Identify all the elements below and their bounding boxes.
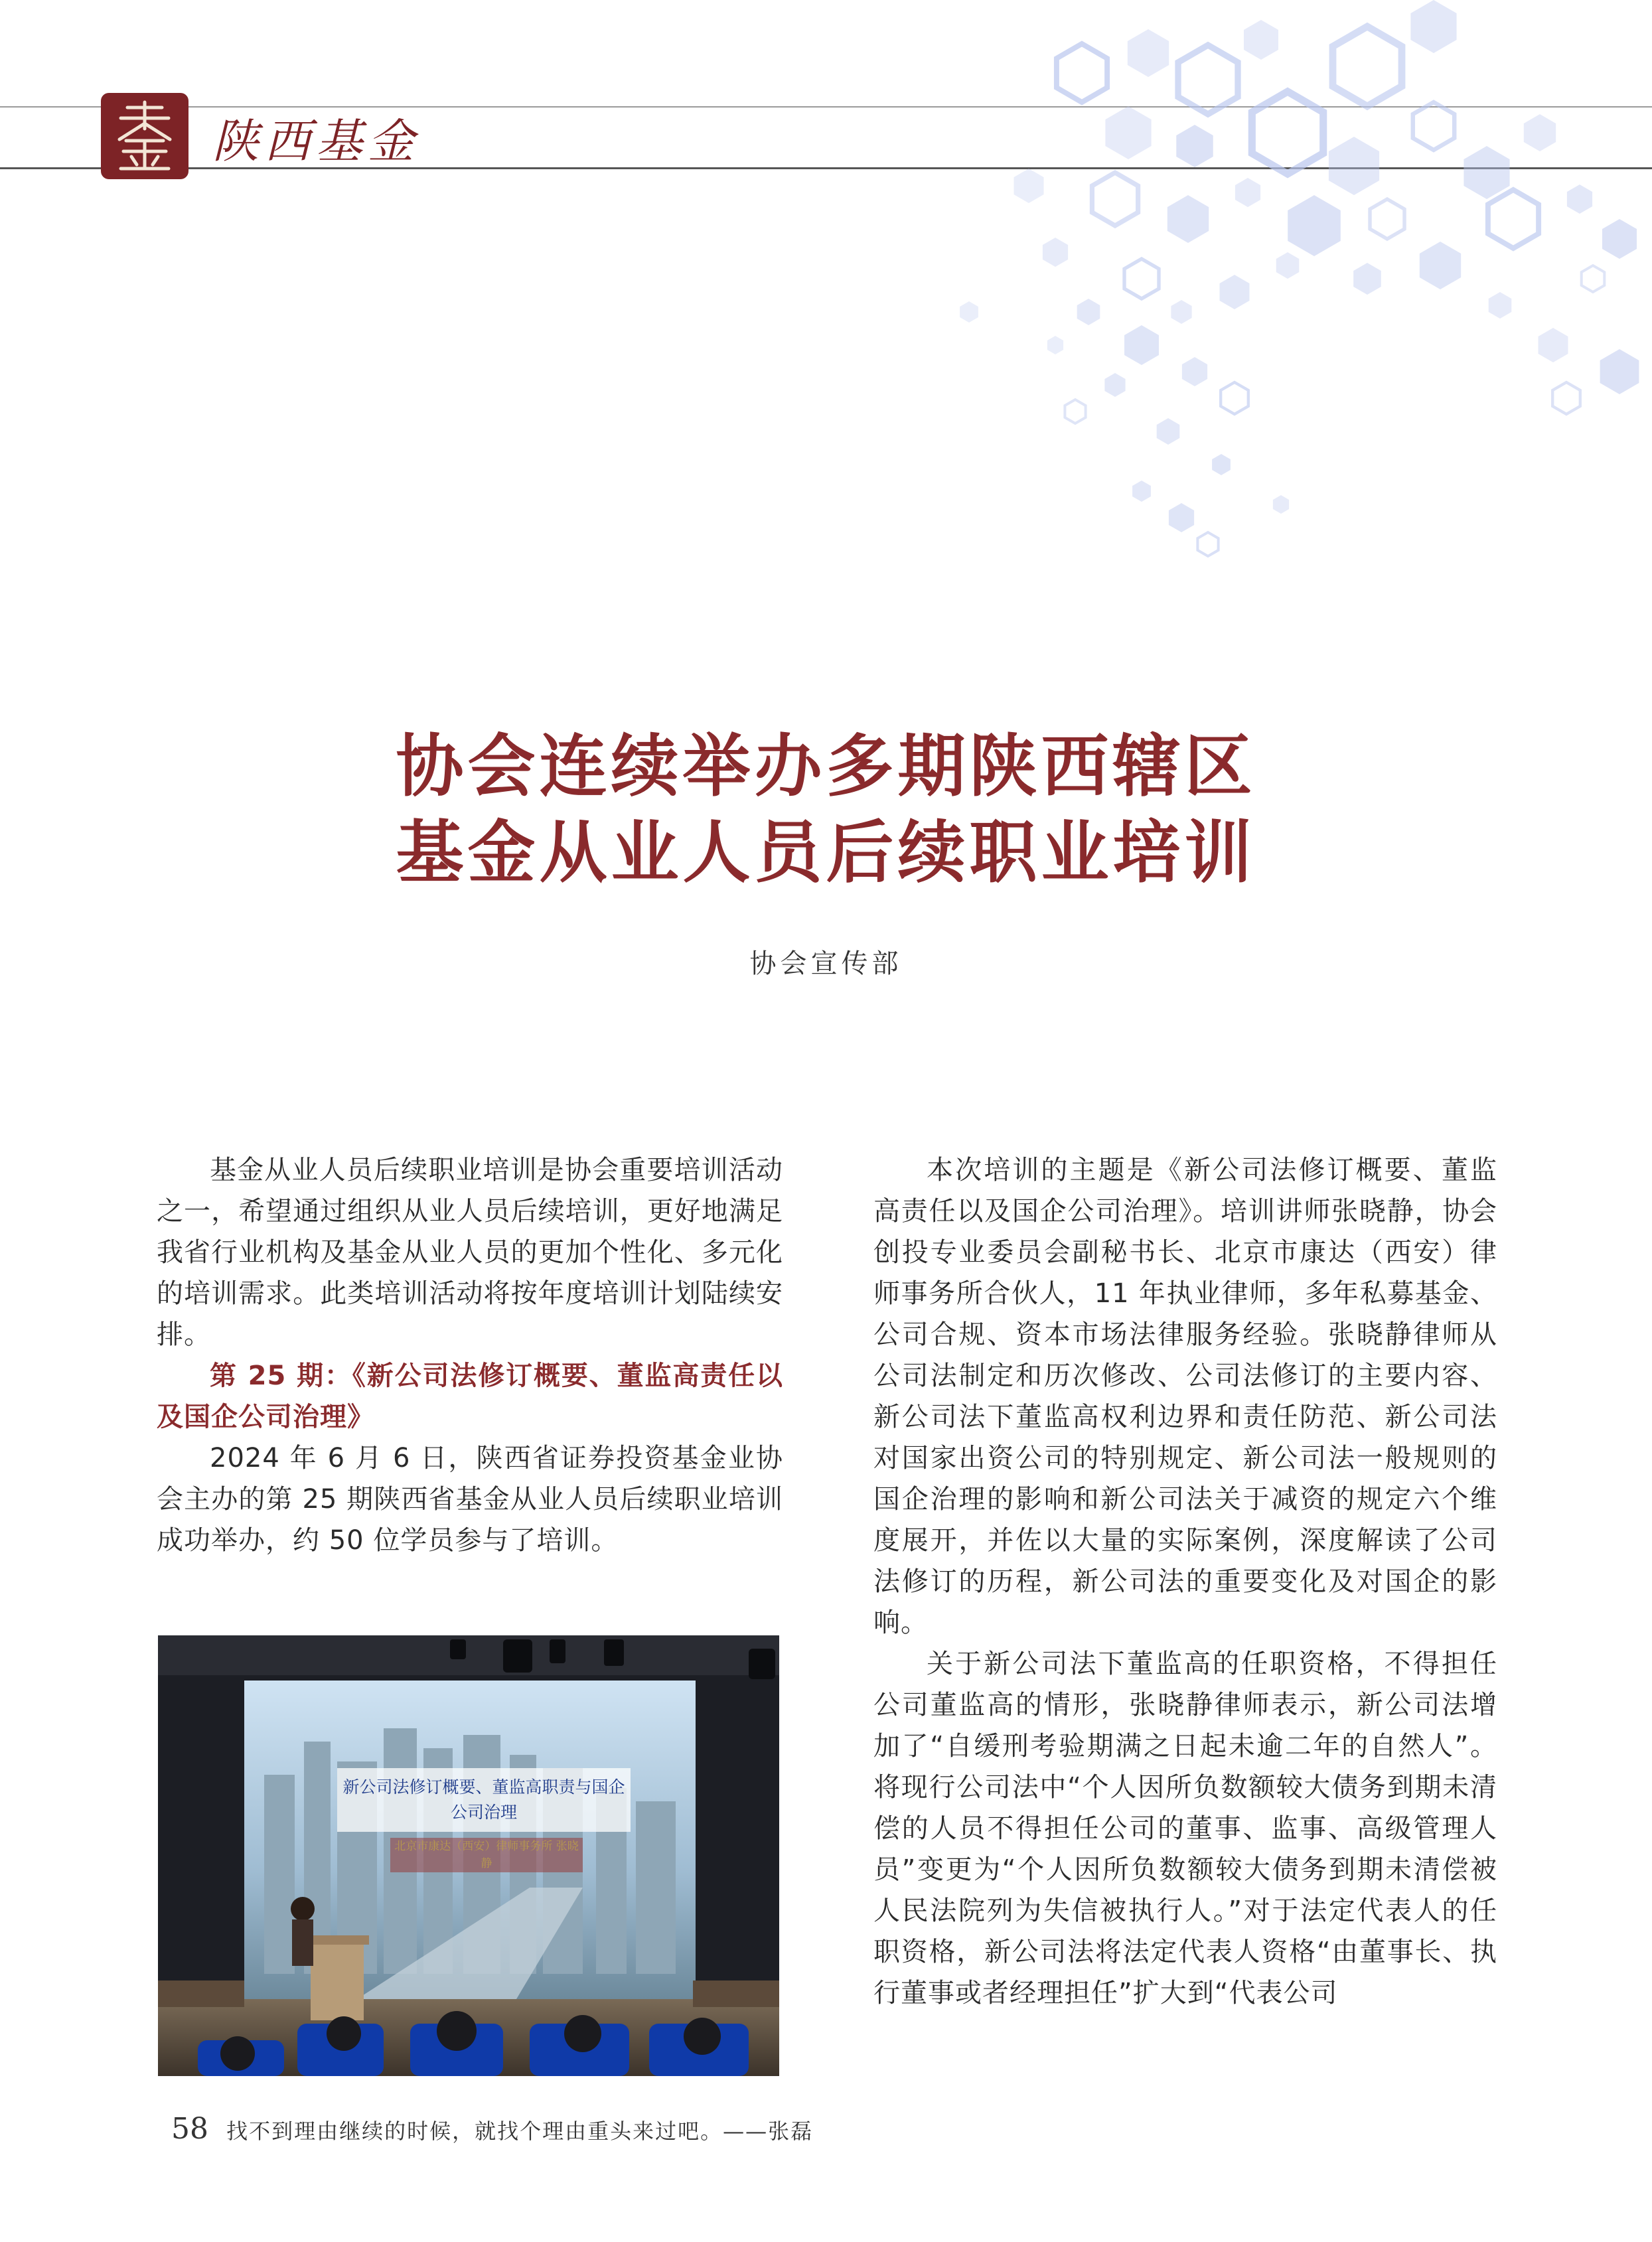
hexagon-shape: [1244, 20, 1278, 60]
hexagon-shape: [1464, 146, 1509, 199]
hexagon-shape: [1092, 173, 1138, 226]
hexagon-shape: [1567, 185, 1592, 214]
hexagon-shape: [1043, 238, 1068, 267]
hexagon-shape: [1105, 106, 1151, 159]
article-title-line2: 基金从业人员后续职业培训: [396, 813, 1256, 893]
hexagon-shape: [1582, 265, 1605, 292]
page-number: 58: [171, 2112, 208, 2146]
slide-subtitle: 北京市康达（西安）律师事务所 张晓静: [390, 1838, 583, 1872]
hexagon-shape: [1212, 454, 1231, 475]
hexagon-shape: [1602, 219, 1637, 259]
hexagon-shape: [1353, 263, 1381, 295]
hexagon-shape: [1488, 190, 1539, 248]
hexagon-shape: [1157, 418, 1180, 445]
right-column: [873, 1150, 1497, 2014]
hexagon-shape: [1276, 252, 1300, 279]
hexagon-shape: [1333, 27, 1402, 106]
paragraph: 本次培训的主题是《新公司法修订概要、董监高责任以及国企公司治理》。培训讲师张晓静，协会创投专业委员会副秘书长、北京市康达（西安）律师事务所合伙人，11 年执业律师，多年私募基金、公司合规、资本市场法律服务经验。张晓静律师从公司法制定和历次修改、公司法修订的主要内容、新公司法下董监高权利边界和责任防范、新公司法对国家出资公司的特别规定、新公司法一般规则的国企治理的影响和新公司法关于减资的规定六个维度展开，并佐以大量的实际案例，深度解读了公司法修订的历程，新公司法的重要变化及对国企的影响。: [873, 1155, 1497, 1638]
left-column: [157, 1150, 783, 1561]
article-byline: 协会宣传部: [749, 948, 903, 979]
hexagon-shape: [1014, 169, 1044, 203]
hexagon-shape: [960, 301, 978, 323]
hexagon-shape: [1413, 102, 1454, 150]
hexagon-shape: [1600, 349, 1639, 394]
paragraph: 关于新公司法下董监高的任职资格，不得担任公司董监高的情形，张晓静律师表示，新公司法增加了“自缓刑考验期满之日起未逾二年的自然人”。将现行公司法中“个人因所负数额较大债务到期未清偿的人员不得担任公司的董事、监事、高级管理人员”变更为“个人因所负数额较大债务到期未清偿被人民法院列为失信被执行人。”对于法定代表人的任职资格，新公司法将法定代表人资格“由董事长、执行董事或者经理担任”扩大到“代表公司: [873, 1649, 1497, 2008]
hexagon-shape: [1169, 503, 1194, 532]
hexagon-shape: [1128, 29, 1169, 77]
hexagon-shape: [1047, 336, 1063, 354]
hexagon-shape: [1524, 114, 1556, 151]
hexagon-shape: [1273, 495, 1289, 514]
hexagon-shape: [1167, 195, 1209, 243]
hexagon-shape: [1420, 242, 1461, 289]
hexagon-shape: [1182, 357, 1207, 386]
paragraph: 2024 年 6 月 6 日，陕西省证券投资基金业协会主办的第 25 期陕西省基金从业人员后续职业培训成功举办，约 50 位学员参与了培训。: [157, 1443, 783, 1556]
training-photo: [158, 1635, 779, 2076]
hexagon-shape: [1410, 0, 1456, 53]
hexagon-shape: [1329, 137, 1379, 195]
hexagon-shape: [1171, 300, 1191, 324]
paragraph: 基金从业人员后续职业培训是协会重要培训活动之一，希望通过组织从业人员后续培训，更好地满足我省行业机构及基金从业人员的更加个性化、多元化的培训需求。此类培训活动将按年度培训计划陆续安排。: [157, 1155, 783, 1350]
hexagon-shape: [1370, 199, 1404, 239]
page-footer: [171, 2109, 813, 2149]
hexagon-shape: [1077, 299, 1100, 325]
hexagon-shape: [1176, 125, 1213, 167]
hexagon-shape: [1552, 382, 1580, 414]
hexagon-shape: [1220, 275, 1250, 309]
hexagon-shape: [1065, 400, 1085, 423]
hexagon-shape: [1197, 532, 1218, 556]
section-subheading: 第 25 期：《新公司法修订概要、董监高责任以及国企公司治理》: [157, 1361, 783, 1432]
hexagon-shape: [1539, 328, 1568, 362]
hexagon-shape: [1124, 259, 1159, 299]
hexagon-shape: [1132, 481, 1151, 502]
hexagon-shape: [1104, 373, 1125, 397]
hexagon-shape: [1489, 292, 1512, 319]
hexagon-shape: [1124, 325, 1159, 365]
hexagon-shape: [1178, 45, 1238, 114]
hexagon-shape: [1221, 382, 1248, 414]
slide-title: 新公司法修订概要、董监高职责与国企公司治理: [337, 1768, 631, 1832]
article-title-line1: 协会连续举办多期陕西辖区: [396, 727, 1256, 806]
hexagon-shape: [1057, 44, 1107, 102]
hexagon-shape: [1252, 92, 1323, 174]
hexagon-pattern-icon: [770, 0, 1652, 611]
footer-quote: 找不到理由继续的时候，就找个理由重头来过吧。——张磊: [226, 2119, 814, 2144]
magazine-logo-icon: [101, 93, 188, 179]
hexagon-shape: [1288, 195, 1341, 256]
hexagon-shape: [1235, 178, 1260, 207]
magazine-brand: 陕西基金: [212, 114, 419, 169]
